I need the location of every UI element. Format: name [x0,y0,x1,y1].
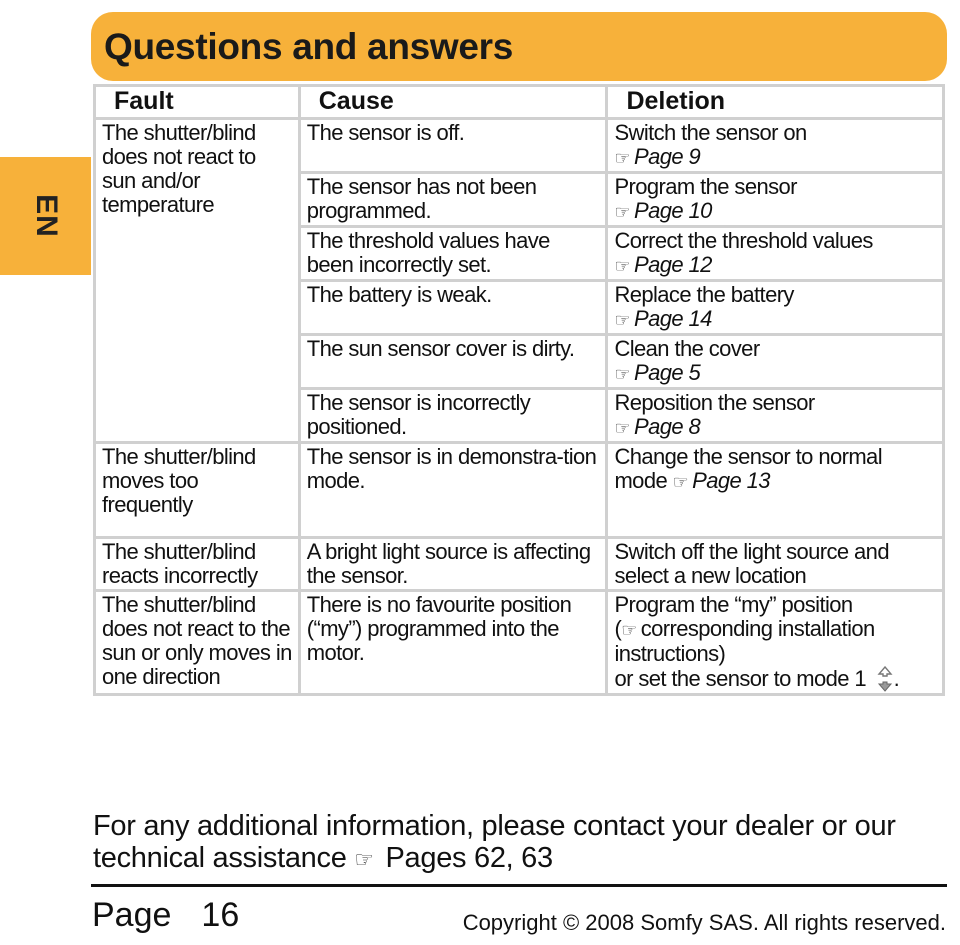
page-reference [614,361,936,386]
cause-cell: The sensor has not been programmed. [301,174,606,225]
fault-cell: The shutter/blind does not react to the sun or only moves in one direction [96,592,298,693]
table-row [96,592,942,693]
deletion-cell [608,120,942,171]
deletion-text: Clean the cover [614,336,760,361]
pointing-hand-icon: ☞ [614,202,630,222]
deletion-cell [608,336,942,387]
page-number: 16 [201,896,240,934]
fault-cell: The shutter/blind does not react to sun and/or temperature [96,120,298,441]
cause-cell: The battery is weak. [301,282,606,333]
section-header [91,12,947,81]
fault-cell: The shutter/blind reacts incorrectly [96,539,298,589]
page-reference [614,253,936,278]
page-number-label [92,896,239,935]
deletion-text: Replace the battery [614,282,794,307]
cause-cell: The sun sensor cover is dirty. [301,336,606,387]
deletion-cell [608,390,942,441]
page-ref-text: Page 5 [634,360,701,385]
page-ref-text: Page 12 [634,252,712,277]
deletion-text: or set the sensor to mode 1 . [614,666,900,691]
deletion-cell [608,228,942,279]
mode-1-arrows-icon [876,666,894,692]
deletion-text: Program the sensor [614,174,797,199]
deletion-cell [608,592,942,693]
deletion-text: Correct the threshold values [614,228,873,253]
contact-note [93,810,953,876]
deletion-cell [608,282,942,333]
contact-note-line2: technical assistance ☞ Pages 62, 63 [93,842,553,874]
pointing-hand-icon: ☞ [614,364,630,384]
footer-divider [91,884,947,887]
contact-note-line1: For any additional information, please contact your dealer or our [93,810,896,842]
page-reference [614,199,936,224]
cause-cell: The sensor is in demonstra-tion mode. [301,444,606,536]
cause-cell: There is no favourite position (“my”) programmed into the motor. [301,592,606,693]
page-reference [614,415,936,440]
pointing-hand-icon: ☞ [614,418,630,438]
contact-pages: Pages 62, 63 [385,842,553,874]
pointing-hand-icon: ☞ [621,620,637,640]
page-ref-text: Page 13 [692,468,770,493]
page-reference [614,307,936,332]
language-tab [0,157,91,275]
copyright-notice: Copyright © 2008 Somfy SAS. All rights reserved. [462,910,946,935]
header-cause: Cause [301,87,606,117]
language-label: EN [29,194,63,238]
page-reference [614,145,936,170]
cause-cell: The threshold values have been incorrectly set. [301,228,606,279]
fault-cell: The shutter/blind moves too frequently [96,444,298,536]
cause-cell: The sensor is off. [301,120,606,171]
deletion-text: Reposition the sensor [614,390,815,415]
page-word: Page [92,896,172,934]
pointing-hand-icon: ☞ [672,472,689,492]
pointing-hand-icon: ☞ [614,148,630,168]
deletion-text: Change the sensor to normal mode [614,444,882,493]
deletion-text: Program the “my” position [614,592,853,617]
deletion-cell [608,444,942,536]
page-reference [673,468,770,493]
page-ref-text: Page 14 [634,306,712,331]
deletion-text: Switch the sensor on [614,120,807,145]
page-ref-text: Page 9 [634,144,701,169]
table-row [96,120,942,171]
cause-cell: The sensor is incorrectly positioned. [301,390,606,441]
deletion-cell [608,174,942,225]
table-header-row [96,87,942,117]
table-row [96,444,942,536]
pointing-hand-icon: ☞ [354,847,374,872]
header-deletion: Deletion [608,87,942,117]
page-title: Questions and answers [104,25,514,67]
table-row [96,539,942,589]
pointing-hand-icon: ☞ [614,310,630,330]
page-ref-text: Page 10 [634,198,712,223]
deletion-cell: Switch off the light source and select a new location [608,539,942,589]
deletion-text: (☞ corresponding installation instructions) [614,616,875,666]
pointing-hand-icon: ☞ [614,256,630,276]
page-ref-text: Page 8 [634,414,701,439]
header-fault: Fault [96,87,298,117]
faults-table [93,84,945,696]
cause-cell: A bright light source is affecting the sensor. [301,539,606,589]
